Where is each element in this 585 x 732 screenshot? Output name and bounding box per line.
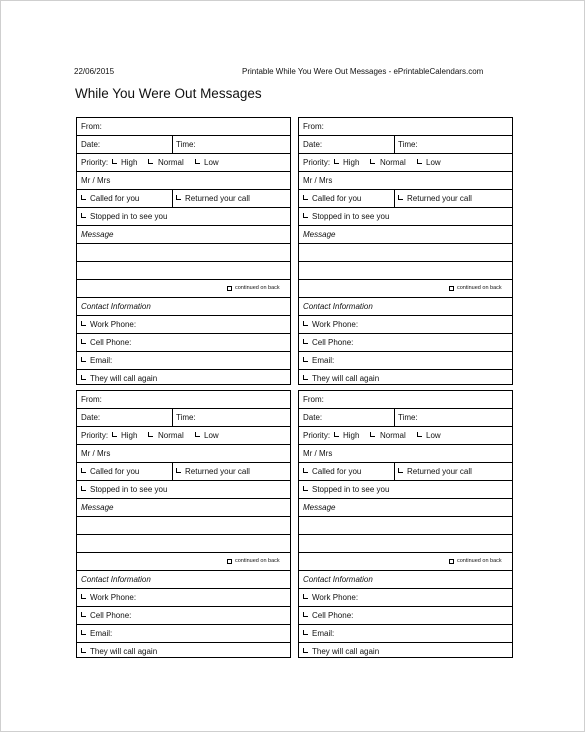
- returned-label: Returned your call: [185, 467, 250, 476]
- stopped-row: [77, 481, 290, 499]
- returned-checkbox[interactable]: [398, 468, 403, 473]
- stopped-label: Stopped in to see you: [312, 485, 390, 494]
- cell-phone-checkbox[interactable]: [303, 612, 308, 617]
- work-phone-checkbox[interactable]: [81, 594, 86, 599]
- continued-checkbox[interactable]: [227, 286, 232, 291]
- work-phone-checkbox[interactable]: [303, 594, 308, 599]
- cell-phone-label: Cell Phone:: [312, 338, 354, 347]
- divider: [394, 409, 395, 426]
- called-row: [299, 463, 512, 481]
- cell-phone-checkbox[interactable]: [303, 339, 308, 344]
- stopped-label: Stopped in to see you: [90, 212, 168, 221]
- priority-label: Priority:: [303, 158, 331, 167]
- work-phone-checkbox[interactable]: [303, 321, 308, 326]
- message-label: Message: [303, 503, 336, 512]
- call-again-label: They will call again: [312, 374, 380, 383]
- call-again-row: [77, 643, 290, 660]
- priority-normal-checkbox[interactable]: [148, 432, 153, 437]
- email-label: Email:: [312, 356, 335, 365]
- mr-mrs-row[interactable]: [299, 172, 512, 190]
- called-row: [77, 463, 290, 481]
- continued-row: [299, 280, 512, 298]
- email-label: Email:: [90, 356, 113, 365]
- stopped-label: Stopped in to see you: [312, 212, 390, 221]
- mr-mrs-row[interactable]: [77, 445, 290, 463]
- contact-label: Contact Information: [81, 302, 151, 311]
- priority-normal-label: Normal: [380, 431, 406, 440]
- priority-row: [299, 427, 512, 445]
- continued-checkbox[interactable]: [227, 559, 232, 564]
- from-row[interactable]: [299, 391, 512, 409]
- called-label: Called for you: [90, 194, 140, 203]
- priority-normal-label: Normal: [380, 158, 406, 167]
- priority-low-checkbox[interactable]: [195, 432, 200, 437]
- date-label: Date:: [81, 140, 101, 149]
- stopped-label: Stopped in to see you: [90, 485, 168, 494]
- continued-row: [299, 553, 512, 571]
- returned-label: Returned your call: [407, 467, 472, 476]
- returned-label: Returned your call: [407, 194, 472, 203]
- priority-normal-label: Normal: [158, 158, 184, 167]
- continued-checkbox[interactable]: [449, 286, 454, 291]
- divider: [172, 409, 173, 426]
- message-line-2[interactable]: [77, 535, 290, 553]
- print-source: Printable While You Were Out Messages - ePrintableCalendars.com: [242, 67, 484, 76]
- cell-phone-row[interactable]: [77, 607, 290, 625]
- message-line-2[interactable]: [77, 262, 290, 280]
- work-phone-label: Work Phone:: [90, 593, 137, 602]
- priority-high-label: High: [121, 431, 138, 440]
- message-label: Message: [81, 230, 114, 239]
- contact-label: Contact Information: [303, 575, 373, 584]
- work-phone-checkbox[interactable]: [81, 321, 86, 326]
- cell-phone-label: Cell Phone:: [90, 338, 132, 347]
- priority-low-label: Low: [204, 158, 219, 167]
- email-row[interactable]: [299, 625, 512, 643]
- message-label: Message: [81, 503, 114, 512]
- mr-mrs-row[interactable]: [299, 445, 512, 463]
- cell-phone-label: Cell Phone:: [312, 611, 354, 620]
- priority-label: Priority:: [303, 431, 331, 440]
- divider: [172, 190, 173, 207]
- work-phone-row[interactable]: [77, 589, 290, 607]
- work-phone-row[interactable]: [299, 316, 512, 334]
- date-time-row[interactable]: [77, 136, 290, 154]
- called-row: [299, 190, 512, 208]
- from-row[interactable]: [77, 118, 290, 136]
- email-checkbox[interactable]: [303, 630, 308, 635]
- work-phone-label: Work Phone:: [90, 320, 137, 329]
- cell-phone-checkbox[interactable]: [81, 339, 86, 344]
- stopped-row: [299, 481, 512, 499]
- priority-row: [299, 154, 512, 172]
- priority-low-checkbox[interactable]: [417, 159, 422, 164]
- cell-phone-checkbox[interactable]: [81, 612, 86, 617]
- continued-label: continued on back: [235, 285, 280, 291]
- stopped-row: [299, 208, 512, 226]
- message-line-2[interactable]: [299, 535, 512, 553]
- stopped-checkbox[interactable]: [303, 213, 308, 218]
- time-label: Time:: [398, 413, 418, 422]
- priority-high-checkbox[interactable]: [112, 432, 117, 437]
- called-checkbox[interactable]: [81, 468, 86, 473]
- call-again-checkbox[interactable]: [303, 375, 308, 380]
- mr-mrs-label: Mr / Mrs: [81, 449, 111, 458]
- priority-label: Priority:: [81, 431, 109, 440]
- mr-mrs-label: Mr / Mrs: [303, 449, 333, 458]
- work-phone-row[interactable]: [299, 589, 512, 607]
- time-label: Time:: [398, 140, 418, 149]
- mr-mrs-row[interactable]: [77, 172, 290, 190]
- call-again-label: They will call again: [90, 374, 158, 383]
- message-row: [299, 499, 512, 517]
- message-label: Message: [303, 230, 336, 239]
- message-row: [77, 226, 290, 244]
- message-line-1[interactable]: [77, 517, 290, 535]
- email-checkbox[interactable]: [81, 357, 86, 362]
- called-checkbox[interactable]: [303, 468, 308, 473]
- message-row: [77, 499, 290, 517]
- message-line-1[interactable]: [299, 517, 512, 535]
- call-again-row: [299, 370, 512, 387]
- date-time-row[interactable]: [299, 409, 512, 427]
- priority-normal-label: Normal: [158, 431, 184, 440]
- mr-mrs-label: Mr / Mrs: [303, 176, 333, 185]
- call-again-label: They will call again: [90, 647, 158, 656]
- email-label: Email:: [90, 629, 113, 638]
- email-checkbox[interactable]: [81, 630, 86, 635]
- contact-label: Contact Information: [303, 302, 373, 311]
- priority-high-checkbox[interactable]: [334, 432, 339, 437]
- mr-mrs-label: Mr / Mrs: [81, 176, 111, 185]
- time-label: Time:: [176, 413, 196, 422]
- priority-normal-checkbox[interactable]: [148, 159, 153, 164]
- from-label: From:: [81, 122, 102, 131]
- continued-label: continued on back: [457, 558, 502, 564]
- priority-high-label: High: [343, 431, 360, 440]
- called-label: Called for you: [312, 194, 362, 203]
- priority-row: [77, 154, 290, 172]
- contact-row: [299, 571, 512, 589]
- time-label: Time:: [176, 140, 196, 149]
- message-form-top-right: [298, 117, 513, 385]
- stopped-checkbox[interactable]: [303, 486, 308, 491]
- cell-phone-row[interactable]: [299, 334, 512, 352]
- priority-low-label: Low: [426, 158, 441, 167]
- date-time-row[interactable]: [299, 136, 512, 154]
- divider: [394, 136, 395, 153]
- stopped-checkbox[interactable]: [81, 213, 86, 218]
- priority-high-checkbox[interactable]: [112, 159, 117, 164]
- from-row[interactable]: [77, 391, 290, 409]
- message-row: [299, 226, 512, 244]
- priority-normal-checkbox[interactable]: [370, 432, 375, 437]
- divider: [172, 463, 173, 480]
- contact-row: [77, 298, 290, 316]
- message-line-1[interactable]: [77, 244, 290, 262]
- returned-checkbox[interactable]: [176, 195, 181, 200]
- priority-label: Priority:: [81, 158, 109, 167]
- cell-phone-row[interactable]: [299, 607, 512, 625]
- email-row[interactable]: [77, 352, 290, 370]
- message-form-bottom-left: [76, 390, 291, 658]
- stopped-row: [77, 208, 290, 226]
- date-label: Date:: [81, 413, 101, 422]
- from-row[interactable]: [299, 118, 512, 136]
- call-again-checkbox[interactable]: [81, 375, 86, 380]
- from-label: From:: [303, 122, 324, 131]
- priority-low-label: Low: [204, 431, 219, 440]
- priority-row: [77, 427, 290, 445]
- message-form-top-left: [76, 117, 291, 385]
- work-phone-label: Work Phone:: [312, 593, 359, 602]
- work-phone-label: Work Phone:: [312, 320, 359, 329]
- continued-row: [77, 553, 290, 571]
- page-title: While You Were Out Messages: [75, 86, 262, 101]
- called-label: Called for you: [90, 467, 140, 476]
- email-label: Email:: [312, 629, 335, 638]
- call-again-row: [299, 643, 512, 660]
- called-checkbox[interactable]: [303, 195, 308, 200]
- cell-phone-label: Cell Phone:: [90, 611, 132, 620]
- priority-low-checkbox[interactable]: [195, 159, 200, 164]
- priority-low-checkbox[interactable]: [417, 432, 422, 437]
- priority-high-label: High: [343, 158, 360, 167]
- contact-row: [77, 571, 290, 589]
- divider: [172, 136, 173, 153]
- date-label: Date:: [303, 413, 323, 422]
- contact-label: Contact Information: [81, 575, 151, 584]
- stopped-checkbox[interactable]: [81, 486, 86, 491]
- called-row: [77, 190, 290, 208]
- continued-row: [77, 280, 290, 298]
- email-row[interactable]: [299, 352, 512, 370]
- email-checkbox[interactable]: [303, 357, 308, 362]
- email-row[interactable]: [77, 625, 290, 643]
- contact-row: [299, 298, 512, 316]
- priority-high-label: High: [121, 158, 138, 167]
- message-form-bottom-right: [298, 390, 513, 658]
- priority-low-label: Low: [426, 431, 441, 440]
- message-line-2[interactable]: [299, 262, 512, 280]
- returned-label: Returned your call: [185, 194, 250, 203]
- work-phone-row[interactable]: [77, 316, 290, 334]
- returned-checkbox[interactable]: [398, 195, 403, 200]
- call-again-checkbox[interactable]: [303, 648, 308, 653]
- called-label: Called for you: [312, 467, 362, 476]
- from-label: From:: [81, 395, 102, 404]
- priority-normal-checkbox[interactable]: [370, 159, 375, 164]
- call-again-label: They will call again: [312, 647, 380, 656]
- print-date: 22/06/2015: [74, 67, 115, 76]
- date-label: Date:: [303, 140, 323, 149]
- cell-phone-row[interactable]: [77, 334, 290, 352]
- continued-checkbox[interactable]: [449, 559, 454, 564]
- continued-label: continued on back: [457, 285, 502, 291]
- divider: [394, 190, 395, 207]
- priority-high-checkbox[interactable]: [334, 159, 339, 164]
- continued-label: continued on back: [235, 558, 280, 564]
- from-label: From:: [303, 395, 324, 404]
- date-time-row[interactable]: [77, 409, 290, 427]
- divider: [394, 463, 395, 480]
- called-checkbox[interactable]: [81, 195, 86, 200]
- message-line-1[interactable]: [299, 244, 512, 262]
- call-again-row: [77, 370, 290, 387]
- returned-checkbox[interactable]: [176, 468, 181, 473]
- call-again-checkbox[interactable]: [81, 648, 86, 653]
